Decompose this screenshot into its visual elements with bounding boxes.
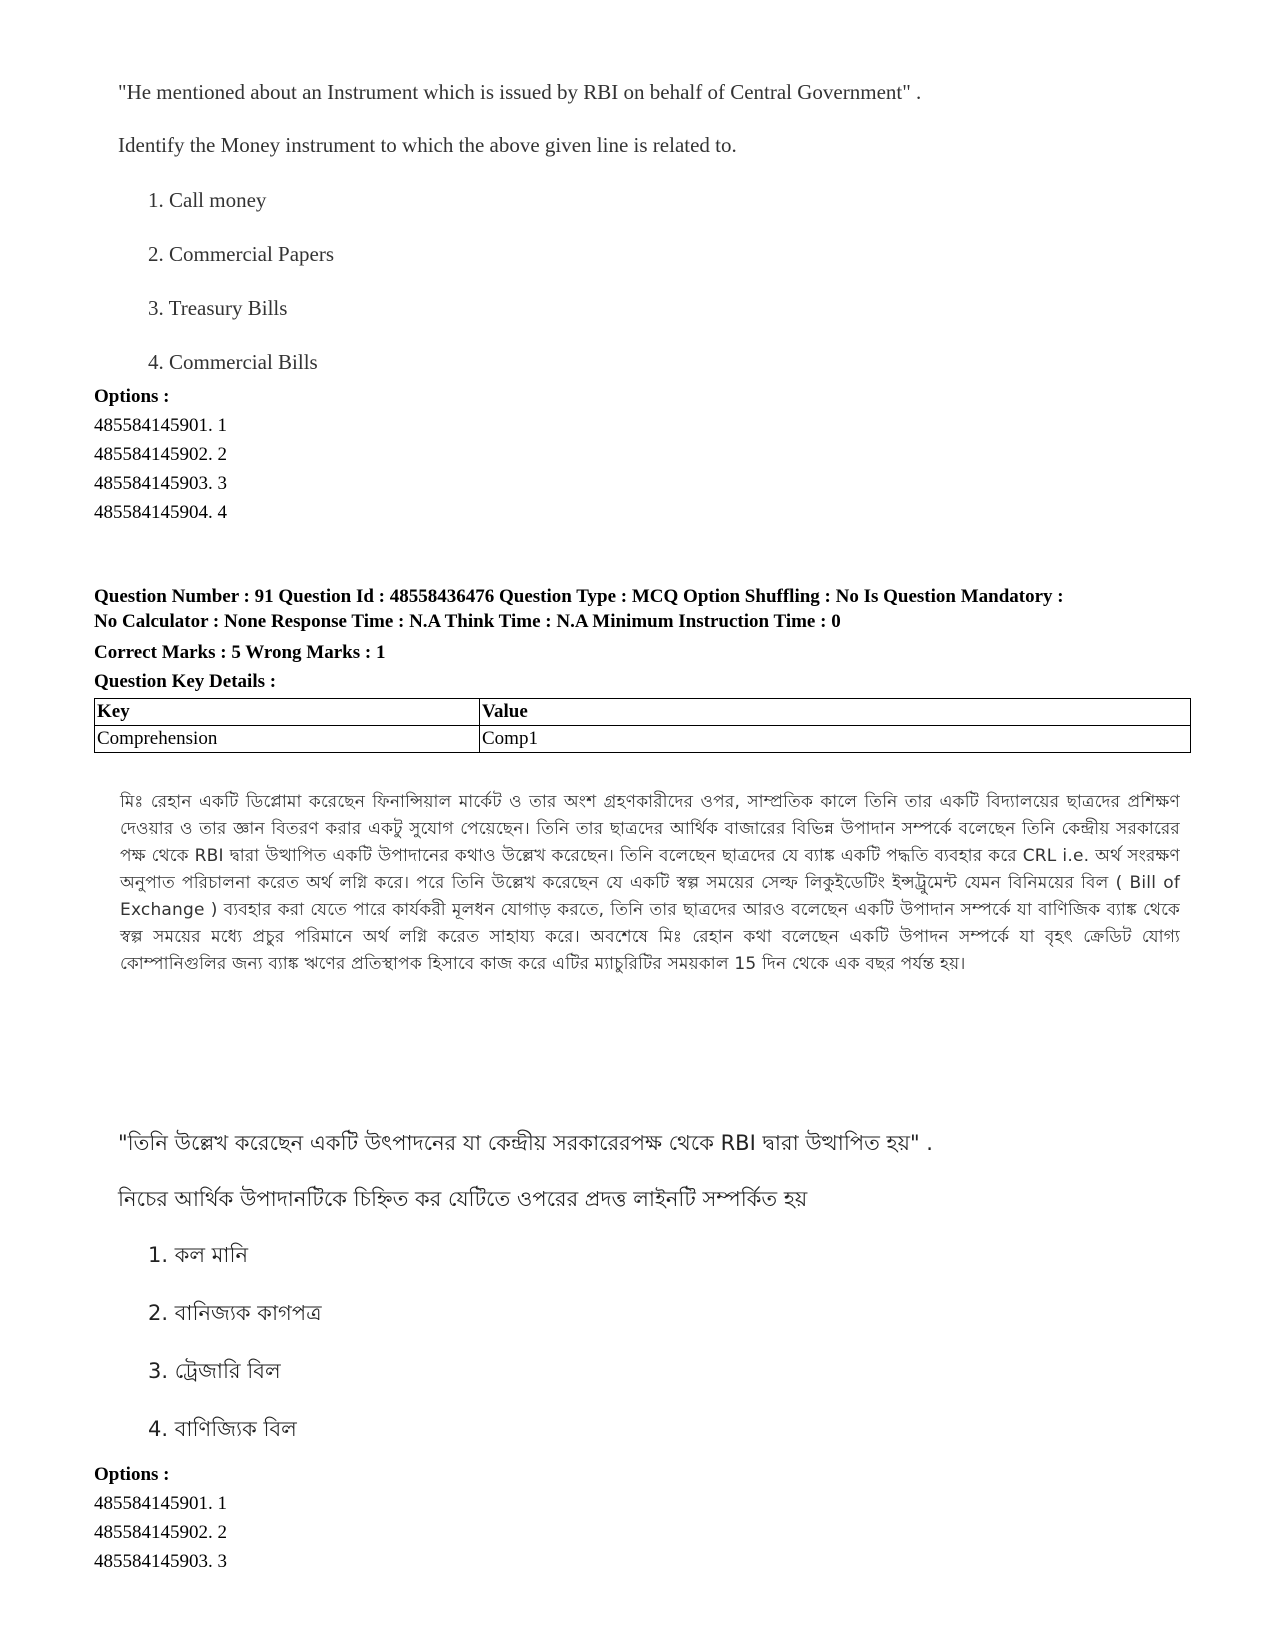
choice-list-en — [148, 186, 334, 402]
comprehension-quote-en: "He mentioned about an Instrument which is issued by RBI on behalf of Central Government" . — [118, 80, 922, 104]
options-block — [94, 382, 227, 527]
choice-item: 2. Commercial Papers — [148, 242, 335, 266]
option-item: 485584145903. 3 — [94, 473, 227, 494]
key-details-table — [94, 698, 1191, 753]
choice-item: 1. Call money — [148, 188, 267, 212]
question-key-details-label: Question Key Details : — [94, 671, 277, 692]
question-meta-line2: No Calculator : None Response Time : N.A Think Time : N.A Minimum Instruction Time : 0 — [94, 611, 841, 632]
comprehension-quote-bn: "তিনি উল্লেখ করেছেন একটি উৎপাদনের যা কেন্দ্রীয় সরকারেরপক্ষ থেকে RBI দ্বারা উত্থাপিত হয়" . — [118, 1131, 933, 1155]
options-block — [94, 1460, 227, 1576]
option-item: 485584145902. 2 — [94, 444, 227, 465]
table-cell-key: Comprehension — [95, 726, 480, 753]
option-item: 485584145904. 4 — [94, 502, 227, 523]
choice-list-bn — [148, 1241, 322, 1473]
table-row — [95, 726, 1191, 753]
comprehension-instruction-en: Identify the Money instrument to which the above given line is related to. — [118, 133, 737, 157]
choice-item: 3. ট্রেজারি বিল — [148, 1359, 281, 1383]
choice-item: 2. বানিজ্যক কাগপত্র — [148, 1301, 322, 1325]
comprehension-instruction-bn: নিচের আর্থিক উপাদানটিকে চিহ্নিত কর যেটিতে ওপরের প্রদত্ত লাইনটি সম্পর্কিত হয় — [118, 1187, 808, 1211]
choice-item: 3. Treasury Bills — [148, 296, 288, 320]
choice-item: 1. কল মানি — [148, 1243, 249, 1267]
table-cell-value: Comp1 — [480, 726, 1191, 753]
choice-item: 4. Commercial Bills — [148, 350, 318, 374]
table-header-row — [95, 699, 1191, 726]
table-header-key: Key — [95, 699, 480, 726]
option-item: 485584145903. 3 — [94, 1551, 227, 1572]
options-label: Options : — [94, 386, 170, 407]
option-item: 485584145902. 2 — [94, 1522, 227, 1543]
question-marks: Correct Marks : 5 Wrong Marks : 1 — [94, 642, 386, 663]
question-meta-line1: Question Number : 91 Question Id : 48558436476 Question Type : MCQ Option Shuffling : No Is Question Mandatory : — [94, 586, 1064, 607]
options-label: Options : — [94, 1464, 170, 1485]
table-header-value: Value — [480, 699, 1191, 726]
comprehension-passage-bn: মিঃ রেহান একটি ডিপ্লোমা করেছেন ফিনান্সিয়াল মার্কেট ও তার অংশ গ্রহণকারীদের ওপর, সাম্প্রতিক কালে তিনি তার একটি বিদ্যালয়ের ছাত্রদের প্রশিক্ষণ দেওয়ার ও তার জ্ঞান বিতরণ করার একটু সুযোগ পেয়েছেন। তিনি তার ছাত্রদের আর্থিক বাজারের বিভিন্ন উপাদান সম্পর্কে বলেছেন তিনি কেন্দ্রীয় সরকারের পক্ষ থেকে RBI দ্বারা উত্থাপিত একটি উপাদানের কথাও উল্লেখ করেছেন। তিনি বলেছেন ছাত্রদের যে ব্যাঙ্ক একটি পদ্ধতি ব্যবহার করে CRL i.e. অর্থ সংরক্ষণ অনুপাত পরিচালনা করেত অর্থ লগ্নি করে। পরে তিনি উল্লেখ করেছেন যে একটি স্বল্প সময়ের সেল্ফ লিকুইডেটিং ইন্সট্রুমেন্ট যেমন বিনিময়ের বিল ( Bill of Exchange ) ব্যবহার করা যেতে পারে কার্যকরী মূলধন যোগাড় করতে, তিনি তার ছাত্রদের আরও বলেছেন একটি উপাদান সম্পর্কে যা বাণিজিক ব্যাঙ্ক থেকে স্বল্প সময়ের মধ্যে প্রচুর পরিমানে অর্থ লগ্নি করেত সাহায্য করে। অবশেষে মিঃ রেহান কথা বলেছেন একটি উপাদন সম্পর্কে যা বৃহৎ ক্রেডিট যোগ্য কোম্পানিগুলির জন্য ব্যাঙ্ক ঋণের প্রতিস্থাপক হিসাবে কাজ করে এটির ম্যাচুরিটির সময়কাল 15 দিন থেকে এক বছর পর্যন্ত হয়। — [120, 792, 1180, 974]
option-item: 485584145901. 1 — [94, 415, 227, 436]
choice-item: 4. বাণিজ্যিক বিল — [148, 1417, 297, 1441]
question-meta — [94, 584, 1214, 694]
option-item: 485584145901. 1 — [94, 1493, 227, 1514]
